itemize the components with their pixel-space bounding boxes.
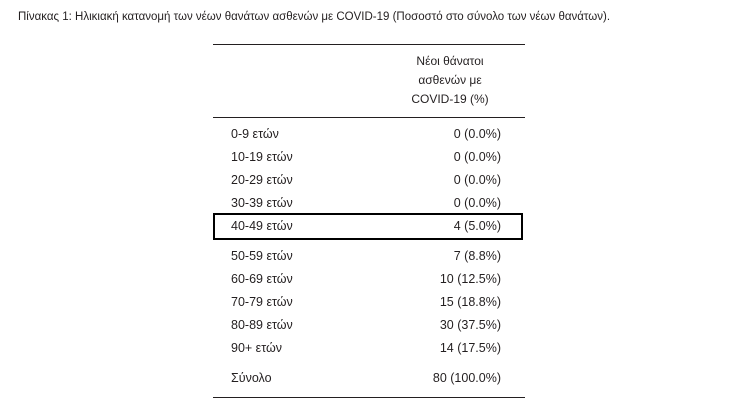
table-row xyxy=(213,337,525,360)
row-category: 30-39 ετών xyxy=(231,196,293,210)
row-category: 20-29 ετών xyxy=(231,173,293,187)
table-row xyxy=(213,192,525,215)
row-category: 60-69 ετών xyxy=(231,272,293,286)
row-category: 10-19 ετών xyxy=(231,150,293,164)
table-body xyxy=(213,45,525,398)
total-label: Σύνολο xyxy=(213,360,375,398)
row-value: 0 (0.0%) xyxy=(453,173,501,187)
row-category: 90+ ετών xyxy=(231,341,283,355)
table-header-row xyxy=(213,45,525,118)
row-value: 4 (5.0%) xyxy=(453,219,501,233)
header-empty-cell xyxy=(213,45,375,118)
table-row-highlighted xyxy=(213,215,525,238)
row-category: 80-89 ετών xyxy=(231,318,293,332)
table-row xyxy=(213,169,525,192)
row-value: 15 (18.8%) xyxy=(439,295,501,309)
age-distribution-table xyxy=(213,44,525,398)
table-total-row xyxy=(213,360,525,398)
row-value: 0 (0.0%) xyxy=(453,196,501,210)
header-deaths-cell xyxy=(375,45,525,118)
table-row xyxy=(213,314,525,337)
row-value: 0 (0.0%) xyxy=(453,127,501,141)
table-row xyxy=(213,146,525,169)
row-value: 10 (12.5%) xyxy=(439,272,501,286)
table-row xyxy=(213,118,525,147)
table-row xyxy=(213,291,525,314)
row-value: 7 (8.8%) xyxy=(453,249,501,263)
header-line-1: Νέοι θάνατοι xyxy=(416,54,484,68)
table-container xyxy=(213,44,525,398)
table-caption: Πίνακας 1: Ηλικιακή κατανομή των νέων θανάτων ασθενών με COVID-19 (Ποσοστό στο σύνολο των νέων θανάτων). xyxy=(18,11,611,23)
table-row xyxy=(213,238,525,268)
row-category: 40-49 ετών xyxy=(231,219,293,233)
row-category: 0-9 ετών xyxy=(231,127,279,141)
total-value: 80 (100.0%) xyxy=(375,360,525,398)
row-value: 14 (17.5%) xyxy=(439,341,501,355)
row-value: 30 (37.5%) xyxy=(439,318,501,332)
row-value: 0 (0.0%) xyxy=(453,150,501,164)
table-row xyxy=(213,268,525,291)
row-category: 50-59 ετών xyxy=(231,249,293,263)
row-category: 70-79 ετών xyxy=(231,295,293,309)
header-line-3: COVID-19 (%) xyxy=(411,92,489,106)
header-line-2: ασθενών με xyxy=(418,73,482,87)
